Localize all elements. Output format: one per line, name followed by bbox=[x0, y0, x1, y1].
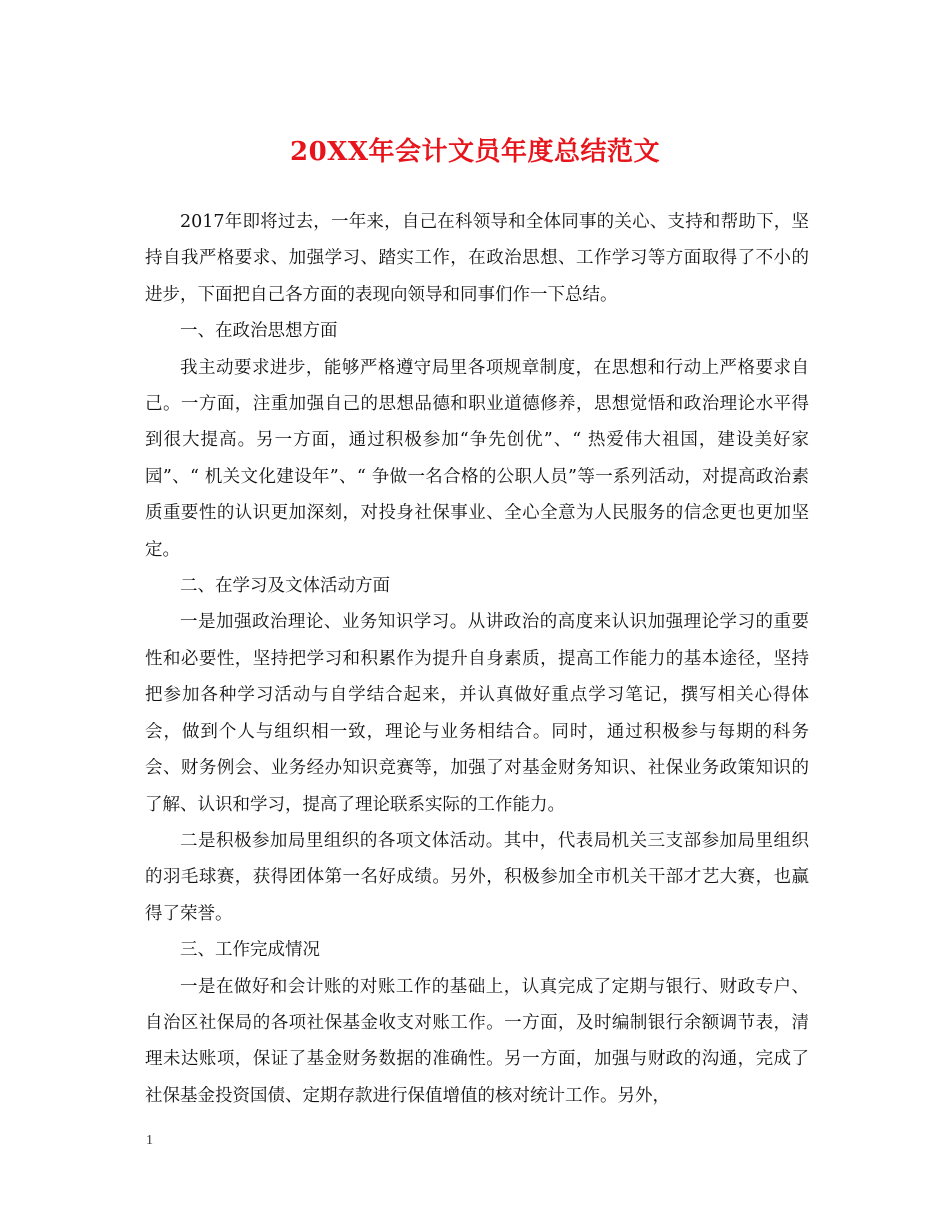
page-number: 1 bbox=[146, 1133, 153, 1148]
document-title: 20XX年会计文员年度总结范文 bbox=[289, 137, 661, 167]
section-heading-political: 一、在政治思想方面 bbox=[180, 321, 338, 342]
section-heading-study: 二、在学习及文体活动方面 bbox=[180, 576, 390, 597]
paragraph-study-theory: 一是加强政治理论、业务知识学习。从讲政治的高度来认识加强理论学习的重要性和必要性，坚持把学习和积累作为提升自身素质，提高工作能力的基本途径，坚持把参加各种学习活动与自学结合起来，并认真做好重点学习笔记，撰写相关心得体会，做到个人与组织相一致，理论与业务相结合。同时，通过积极参与每期的科务会、财务例会、业务经办知识竞赛等，加强了对基金财务知识、社保业务政策知识的了解、认识和学习，提高了理论联系实际的工作能力。 bbox=[145, 612, 809, 815]
document-body bbox=[145, 204, 809, 1114]
paragraph-work-reconciliation: 一是在做好和会计账的对账工作的基础上，认真完成了定期与银行、财政专户、自治区社保局的各项社保基金收支对账工作。一方面，及时编制银行余额调节表，清理未达账项，保证了基金财务数据的准确性。另一方面，加强与财政的沟通，完成了社保基金投资国债、定期存款进行保值增值的核对统计工作。另外， bbox=[145, 976, 809, 1106]
paragraph-study-activities: 二是积极参加局里组织的各项文体活动。其中，代表局机关三支部参加局里组织的羽毛球赛，获得团体第一名好成绩。另外，积极参加全市机关干部才艺大赛，也赢得了荣誉。 bbox=[145, 830, 809, 924]
paragraph-political: 我主动要求进步，能够严格遵守局里各项规章制度，在思想和行动上严格要求自己。一方面，注重加强自己的思想品德和职业道德修养，思想觉悟和政治理论水平得到很大提高。另一方面，通过积极参加“争先创优”、“ 热爱伟大祖国，建设美好家园”、“ 机关文化建设年”、“ 争做一名合格的公职人员”等一系列活动，对提高政治素质重要性的认识更加深刻，对投身社保事业、全心全意为人民服务的信念更也更加坚定。 bbox=[145, 357, 809, 560]
paragraph-intro: 2017年即将过去，一年来，自己在科领导和全体同事的关心、支持和帮助下，坚持自我严格要求、加强学习、踏实工作，在政治思想、工作学习等方面取得了不小的进步，下面把自己各方面的表现向领导和同事们作一下总结。 bbox=[145, 212, 809, 305]
section-heading-work: 三、工作完成情况 bbox=[180, 940, 320, 961]
